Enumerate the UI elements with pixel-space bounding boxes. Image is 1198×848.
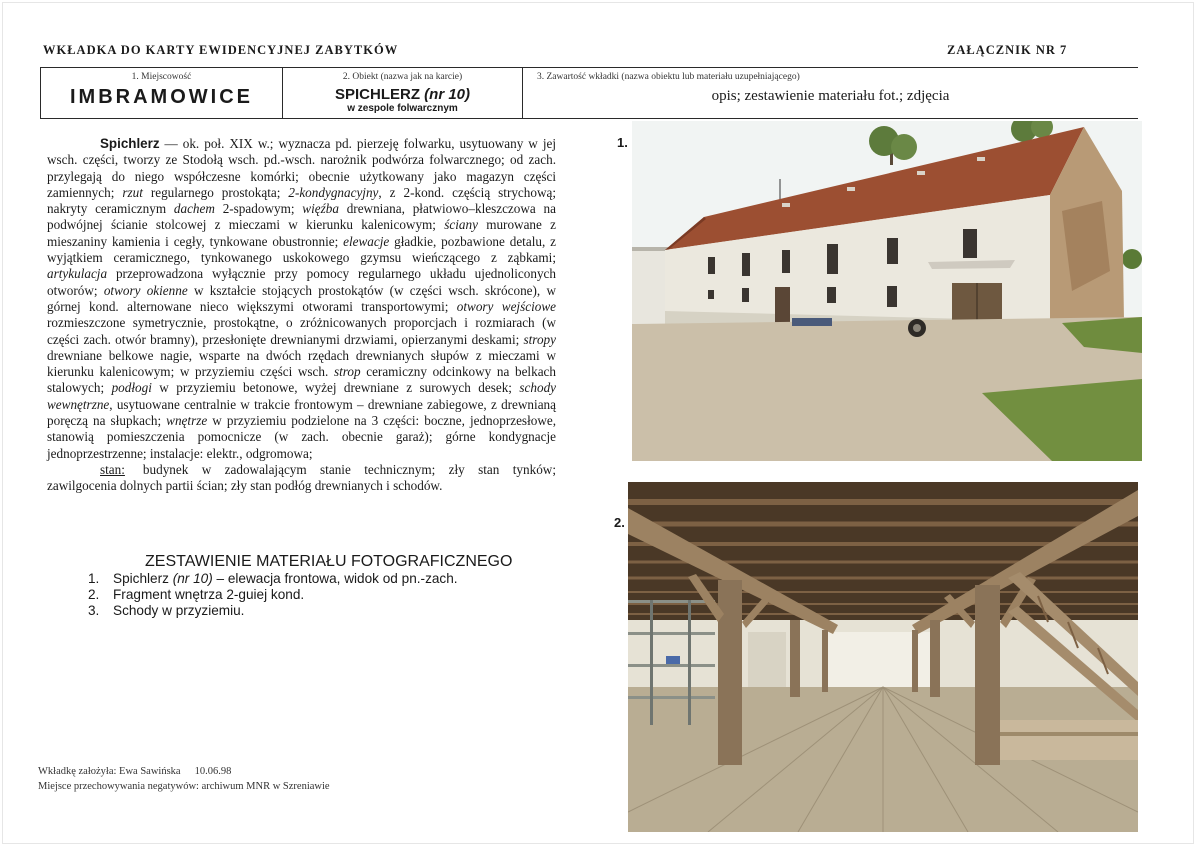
italic-text-run: (nr 10) [172,571,213,586]
italic-text-run: otwory wejściowe [456,298,556,314]
window [827,244,838,274]
list-item-number: 1. [88,571,100,586]
author-line [38,764,330,779]
window [782,250,790,273]
shelf-board [628,600,715,603]
timber-post [975,585,1000,765]
text-run: w przyziemiu betonowe, wyżej drewniane z surowych desek; [151,380,520,396]
text-run: — ok. poł. XIX w.; wyznacza pd. pierzeję folwarku, usytuowany w jej wsch. części, tworzy ze Stodołą wsch. pd.-wsch. narożnik podwórza folwarcznego; od zach. przylegają do niego współczesne komórki; obecnie użytkowany jako magazyn części zamiennych; [47,136,556,200]
author: Wkładkę założyła: Ewa Sawińska [38,766,181,777]
text-run: rozmieszczone symetrycznie, prostokątne, o zróżnicowanych proporcjach i rozmiarach (w części zach. otwór bramny), przesłonięte drewnianymi drzwiami, opierzanymi deskami; [47,315,556,347]
shelf-board [628,664,715,667]
timber-post [790,620,800,697]
stacked-goods [792,318,832,326]
object-field [283,68,522,118]
italic-text-run: rzut [122,184,143,200]
shelf-post [650,600,653,725]
box-bottom-rule [40,118,1138,119]
object-label: 2. Obiekt (nazwa jak na karcie) [342,72,463,82]
timber-post [822,630,828,692]
text-run: w kształcie stojących prostokątów (w części wsch. skrócone), w górnej kond. alternowane nieco większymi otworami transportowymi; [47,282,556,314]
object-name: SPICHLERZ [334,86,420,103]
window [827,287,836,303]
shelf-board [628,632,715,635]
italic-text-run: otwory okienne [103,282,188,298]
list-item-text: Schody w przyziemiu. [113,603,245,618]
object-number: (nr 10) [424,86,471,103]
italic-text-run: wnętrze [166,413,208,429]
contents-value: opis; zestawienie materiału fot.; zdjęcia [711,88,950,104]
bold-text-run: Spichlerz [100,136,160,151]
floor-crate-slat [1000,732,1138,736]
italic-text-run: stropy [523,331,556,347]
timber-post [930,620,940,697]
timber-post [718,580,742,765]
window [742,253,750,276]
list-item-text [113,571,458,586]
photo-2-upper-floor-interior [628,482,1138,832]
condition-label: stan: [100,462,125,477]
text-run: drewniana, płatwiowo–kleszczowa na podwójnej ścianie stolcowej z mieczami w kierunku kalenicowym; [47,201,556,233]
italic-text-run: podłogi [111,380,152,396]
text-run: ceramiczny odcinkowy na belkach stalowych; [47,364,556,396]
footer [38,764,330,794]
photo-list [88,571,458,619]
text-run: drewniane belkowe nagie, wsparte na dwóch rzędach drewnianych słupów z mieczami w kierunku kalenicowym; w przyziemiu części wsch. [47,347,556,380]
italic-text-run: ściany [444,217,478,233]
roof-skylight [847,187,855,191]
insert-title: WKŁADKA DO KARTY EWIDENCYJNEJ ZABYTKÓW [43,43,399,57]
text-run: Spichlerz [113,571,173,586]
window [708,290,714,299]
list-item-text: Fragment wnętrza 2-guiej kond. [113,587,305,602]
text-run: gładkie, pozbawione detalu, z wyjątkiem ceramicznego, tynkowanego uskokowego gzymsu wieńczącego z ząbkami; [47,233,556,266]
side-building-roofline [632,247,668,251]
window [708,257,715,274]
contents-field [523,68,1138,118]
photo-2-number: 2. [614,515,625,530]
window [887,238,898,264]
text-run: 2-spadowym; [214,201,303,217]
text-run: , z 2-kond. częścią strychową; nakryty ceramicznym [47,184,557,217]
text-run: , usytuowane centralnie w trakcie frontowym – drewniane zabiegowe, z drewnianą poręczą na słupkach; [47,396,556,429]
date: 10.06.98 [194,766,232,777]
entrance-door [775,287,790,324]
shelf-post [688,600,691,725]
italic-text-run: dachem [173,201,215,217]
italic-text-run: strop [333,364,361,380]
window [963,229,977,258]
photo-1-number: 1. [617,135,628,150]
condition-paragraph [47,462,556,495]
text-run: – elewacja frontowa, widok od pn.-zach. [212,571,458,586]
attachment-number: ZAŁĄCZNIK NR 7 [947,43,1068,57]
roof-skylight [782,203,790,207]
italic-text-run: więźba [302,201,339,217]
text-run: w przyziemiu podzielone na 3 części: boczne, jednoprzesłowe, stanowią pomieszczenia pomocnicze (w zach. obecnie garaż); górne kondygnacje jednoprzestrzenne; instalacje: elektr., odgromowa; [47,413,556,461]
tree-crown [891,134,917,160]
tyre-hub [913,324,921,332]
italic-text-run: artykulacja [47,266,108,282]
object-value [283,86,522,103]
locality-value: IMBRAMOWICE [70,86,253,108]
storage-line: Miejsce przechowywania negatywów: archiwum MNR w Szreniawie [38,781,330,792]
tree-crown [1122,249,1142,269]
text-run: przeprowadzona wyłącznie przy pomocy regularnego układu ujednoliconych otworów; [47,266,556,298]
italic-text-run: 2-kondygnacyjny [288,184,379,200]
list-item-number: 2. [88,587,100,602]
locality-label: 1. Miejscowość [131,72,192,82]
object-context: w zespole folwarcznym [347,103,458,114]
italic-text-run: elewacje [343,233,390,249]
locality-field [41,68,282,118]
photo-1-granary-exterior [632,121,1142,461]
description-paragraph [47,136,556,462]
floor-crate [1000,720,1138,760]
text-run: murowane z mieszaniny kamienia i cegły, tynkowane obustronnie; [47,217,556,249]
timber-post [912,630,918,692]
side-building [632,249,668,327]
list-item [88,587,458,603]
roof-skylight [977,157,985,161]
italic-text-run: schody wewnętrzne [47,380,557,412]
shelf-item [666,656,680,664]
text-run: regularnego prostokąta; [142,184,289,200]
rear-shelving [748,632,786,687]
photo-list-title: ZESTAWIENIE MATERIAŁU FOTOGRAFICZNEGO [145,553,513,570]
shelf-board [628,696,715,699]
bright-gable-area [828,632,938,687]
list-item [88,603,458,619]
roof-skylight [917,171,925,175]
list-item-number: 3. [88,603,100,618]
condition-text: budynek w zadowalającym stanie technicznym; zły stan tynków; zawilgocenia dolnych partii ścian; zły stan podłóg drewnianych i schodów. [47,462,556,494]
window [742,288,749,302]
list-item [88,571,458,587]
contents-label: 3. Zawartość wkładki (nazwa obiektu lub materiału uzupełniającego) [537,72,800,82]
window [887,286,897,307]
